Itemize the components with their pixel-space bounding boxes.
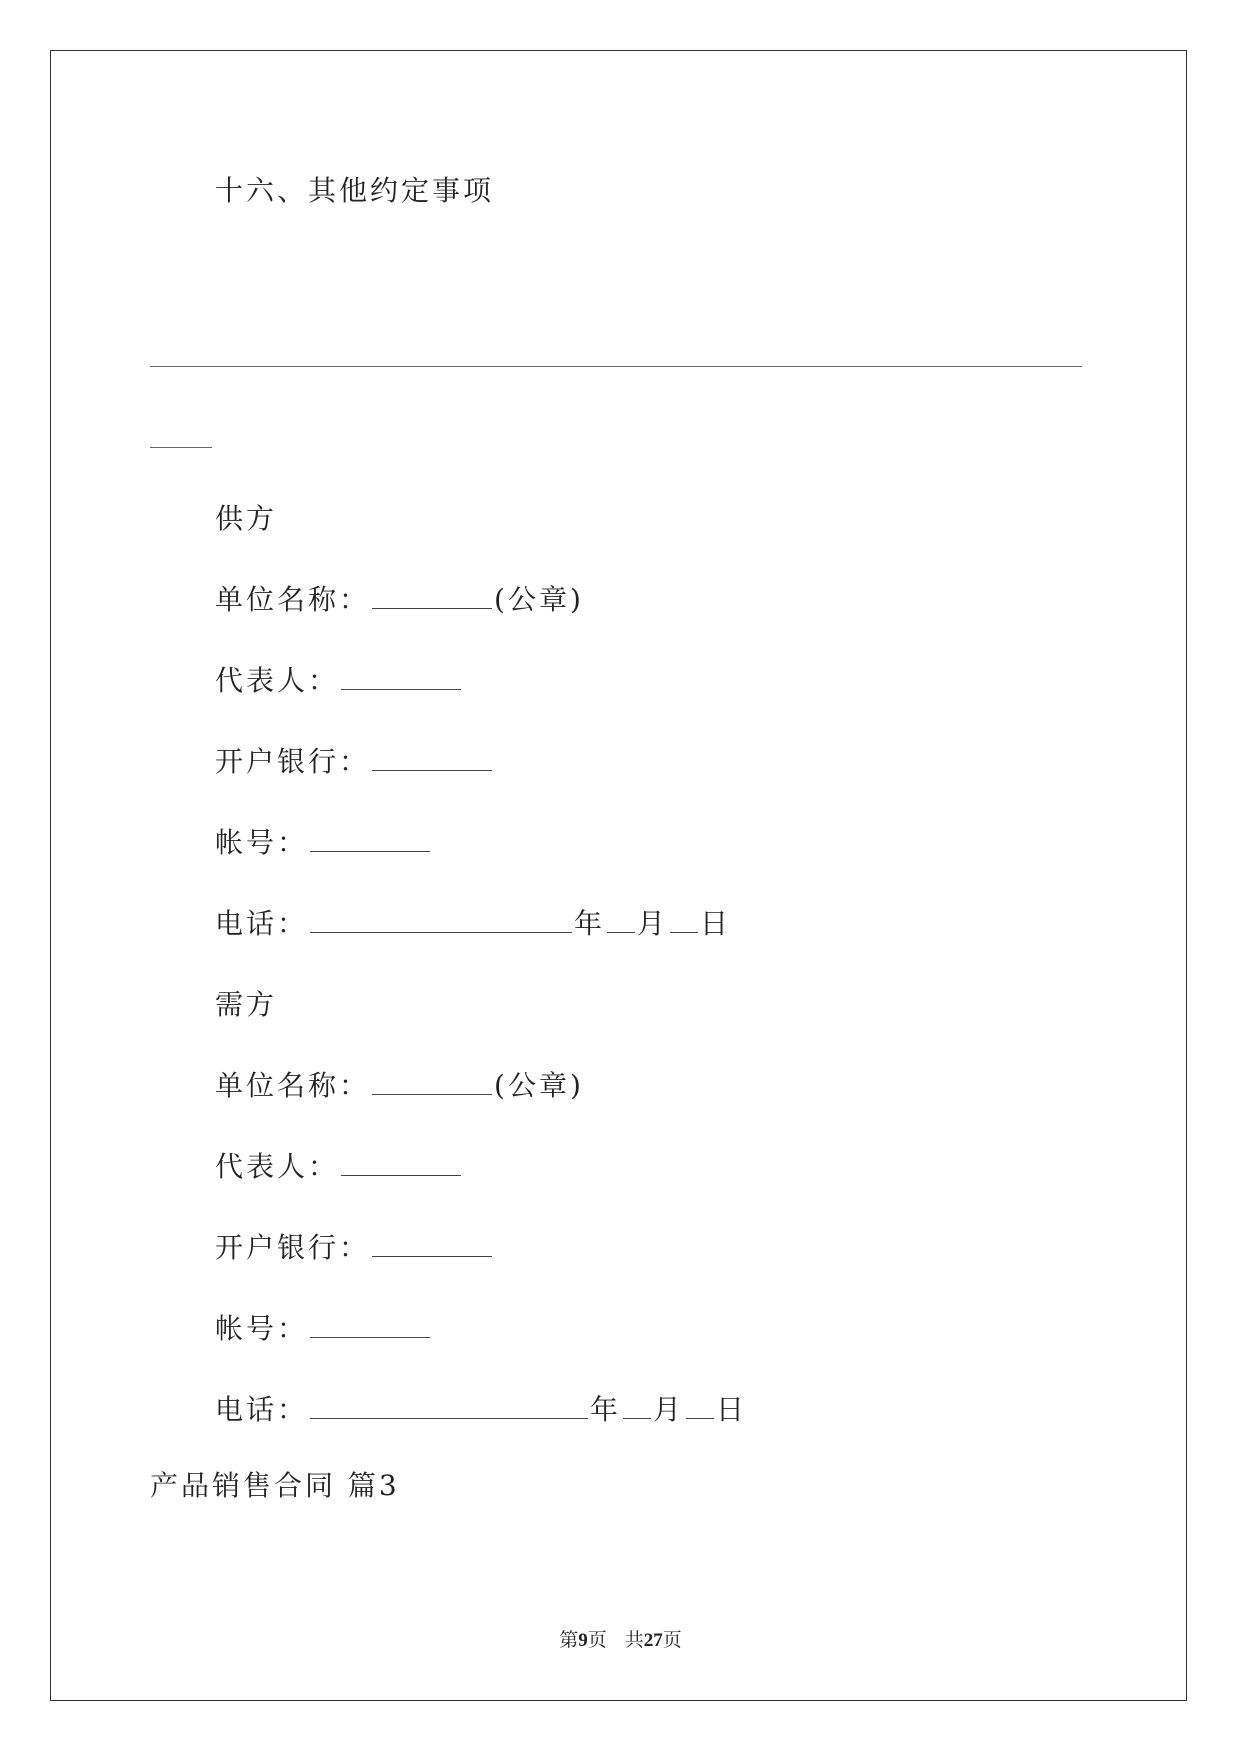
supplier-title: 供方	[215, 502, 278, 535]
supplier-bank-row	[215, 745, 494, 779]
footer-total-pages: 27	[643, 1630, 663, 1651]
representative-blank[interactable]	[341, 665, 461, 690]
year-label: 年	[590, 1393, 622, 1426]
day-blank[interactable]	[670, 908, 698, 933]
representative-blank[interactable]	[341, 1151, 461, 1176]
account-label: 帐号：	[215, 826, 309, 859]
year-label: 年	[574, 907, 606, 940]
day-label: 日	[716, 1393, 748, 1426]
unit-name-label: 单位名称：	[215, 583, 371, 616]
unit-name-blank[interactable]	[372, 1070, 492, 1095]
next-section-heading: 产品销售合同 篇3	[150, 1469, 400, 1502]
buyer-representative-row	[215, 1150, 463, 1184]
phone-label: 电话：	[215, 907, 309, 940]
account-blank[interactable]	[310, 1313, 430, 1338]
month-blank[interactable]	[623, 1394, 651, 1419]
footer-total-prefix: 共	[624, 1629, 644, 1651]
footer-page-number: 9	[578, 1630, 588, 1651]
month-label: 月	[637, 907, 669, 940]
buyer-account-row	[215, 1312, 432, 1346]
bank-label: 开户银行：	[215, 1231, 371, 1264]
representative-label: 代表人：	[215, 1150, 340, 1183]
fill-line-long	[150, 366, 1082, 367]
seal-label: (公章)	[494, 1069, 584, 1102]
representative-label: 代表人：	[215, 664, 340, 697]
bank-blank[interactable]	[372, 1232, 492, 1257]
section-heading: 十六、其他约定事项	[215, 174, 495, 207]
page-border	[50, 50, 1187, 1701]
seal-label: (公章)	[494, 583, 584, 616]
supplier-representative-row	[215, 664, 463, 698]
phone-blank[interactable]	[310, 1394, 588, 1419]
month-blank[interactable]	[607, 908, 635, 933]
bank-label: 开户银行：	[215, 745, 371, 778]
phone-blank[interactable]	[310, 908, 572, 933]
month-label: 月	[653, 1393, 685, 1426]
footer-prefix: 第	[559, 1629, 579, 1651]
bank-blank[interactable]	[372, 746, 492, 771]
supplier-account-row	[215, 826, 432, 860]
day-label: 日	[700, 907, 732, 940]
buyer-unit-name-row	[215, 1069, 584, 1103]
page-footer	[0, 1628, 1241, 1653]
unit-name-label: 单位名称：	[215, 1069, 371, 1102]
buyer-phone-row	[215, 1393, 747, 1427]
account-label: 帐号：	[215, 1312, 309, 1345]
day-blank[interactable]	[686, 1394, 714, 1419]
footer-page-suffix: 页	[587, 1629, 607, 1651]
unit-name-blank[interactable]	[372, 584, 492, 609]
buyer-title: 需方	[215, 988, 278, 1021]
account-blank[interactable]	[310, 827, 430, 852]
footer-total-suffix: 页	[662, 1629, 682, 1651]
buyer-bank-row	[215, 1231, 494, 1265]
fill-line-short	[150, 447, 212, 448]
supplier-phone-row	[215, 907, 731, 941]
supplier-unit-name-row	[215, 583, 584, 617]
phone-label: 电话：	[215, 1393, 309, 1426]
